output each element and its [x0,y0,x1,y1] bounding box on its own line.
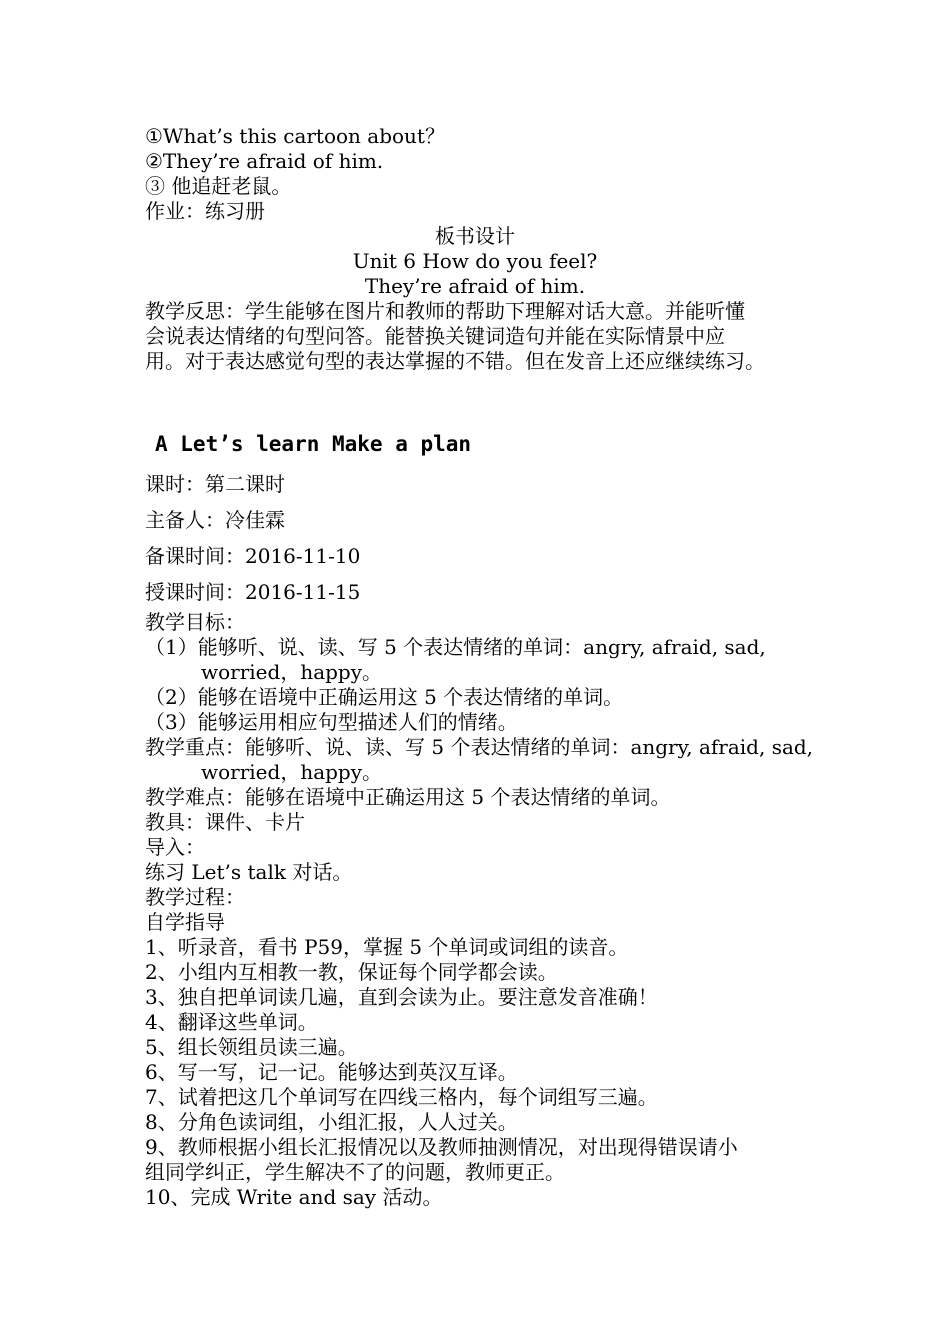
reflection-line-1: 教学反思：学生能够在图片和教师的帮助下理解对话大意。并能听懂 [145,299,745,323]
teaching-date: 授课时间：2016-11-15 [145,580,361,604]
step-item: 1、听录音，看书 P59，掌握 5 个单词或词组的读音。 [145,935,629,959]
board-sentence: They’re afraid of him. [364,274,586,298]
step-item: 7、试着把这几个单词写在四线三格内，每个词组写三遍。 [145,1085,658,1109]
goal-3: （3）能够运用相应句型描述人们的情绪。 [145,710,518,734]
lesson-preparer: 主备人：冷佳霖 [145,508,285,532]
goal-2: （2）能够在语境中正确运用这 5 个表达情绪的单词。 [145,685,624,709]
cartoon-question-line: ①What’s this cartoon about？ [145,124,445,148]
teaching-tools: 教具：课件、卡片 [145,810,305,834]
intro-content: 练习 Let’s talk 对话。 [145,860,353,884]
step-10: 10、完成 Write and say 活动。 [145,1185,443,1209]
step-9-line-b: 组同学纠正，学生解决不了的问题，教师更正。 [145,1160,565,1184]
section-spacer [145,374,835,430]
lesson-period: 课时：第二课时 [145,472,285,496]
key-point-line-b: worried，happy。 [201,760,383,784]
chase-mouse-line: ③ 他追赶老鼠。 [145,174,292,198]
board-unit-title: Unit 6 How do you feel? [352,249,598,273]
self-study-title: 自学指导 [145,910,225,934]
goal-1-line-a: （1）能够听、说、读、写 5 个表达情绪的单词：angry, afraid, sad, [145,635,766,659]
step-item: 5、组长领组员读三遍。 [145,1035,358,1059]
goals-title: 教学目标： [145,610,245,634]
step-item: 4、翻译这些单词。 [145,1010,318,1034]
goal-1-line-b: worried，happy。 [201,660,383,684]
lesson-heading: A Let’s learn Make a plan [155,432,472,456]
step-item: 6、写一写，记一记。能够达到英汉互译。 [145,1060,518,1084]
difficulty-line: 教学难点：能够在语境中正确运用这 5 个表达情绪的单词。 [145,785,671,809]
heading-spacer [145,458,835,466]
key-point-line-a: 教学重点：能够听、说、读、写 5 个表达情绪的单词：angry, afraid, sad, [145,735,814,759]
reflection-line-3: 用。对于表达感觉句型的表达掌握的不错。但在发音上还应继续练习。 [145,349,765,373]
document-page [145,124,835,1210]
board-design-title: 板书设计 [435,224,515,248]
preparation-date: 备课时间：2016-11-10 [145,544,361,568]
step-item: 8、分角色读词组，小组汇报，人人过关。 [145,1110,518,1134]
step-9-line-a: 9、教师根据小组长汇报情况以及教师抽测情况，对出现得错误请小 [145,1135,738,1159]
intro-title: 导入： [145,835,205,859]
homework-line: 作业：练习册 [145,199,265,223]
afraid-sentence-line: ②They’re afraid of him. [145,149,384,173]
reflection-line-2: 会说表达情绪的句型问答。能替换关键词造句并能在实际情景中应 [145,324,725,348]
step-item: 3、独自把单词读几遍，直到会读为止。要注意发音准确！ [145,985,658,1009]
step-item: 2、小组内互相教一教，保证每个同学都会读。 [145,960,558,984]
process-title: 教学过程： [145,885,245,909]
